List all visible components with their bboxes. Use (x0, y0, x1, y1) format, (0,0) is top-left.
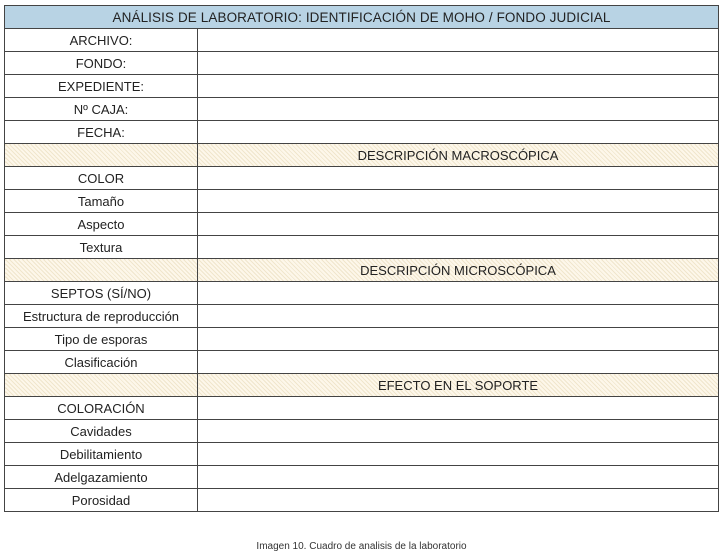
field-value-cavidades[interactable] (198, 420, 719, 443)
field-label-porosidad: Porosidad (5, 489, 198, 512)
field-value-color[interactable] (198, 167, 719, 190)
field-label-caja: Nº CAJA: (5, 98, 198, 121)
field-label-cavidades: Cavidades (5, 420, 198, 443)
field-label-textura: Textura (5, 236, 198, 259)
field-label-tamano: Tamaño (5, 190, 198, 213)
field-value-porosidad[interactable] (198, 489, 719, 512)
field-value-adelgazamiento[interactable] (198, 466, 719, 489)
field-row-coloracion (5, 397, 719, 420)
lab-analysis-table (4, 5, 719, 512)
field-row-esporas (5, 328, 719, 351)
field-label-archivo: ARCHIVO: (5, 29, 198, 52)
field-label-septos: SEPTOS (SÍ/NO) (5, 282, 198, 305)
field-row-fecha (5, 121, 719, 144)
field-label-estructura: Estructura de reproducción (5, 305, 198, 328)
section-pattern-cell (5, 144, 198, 167)
section-pattern-cell (5, 259, 198, 282)
field-label-expediente: EXPEDIENTE: (5, 75, 198, 98)
field-value-tamano[interactable] (198, 190, 719, 213)
field-row-clasificacion (5, 351, 719, 374)
field-label-adelgazamiento: Adelgazamiento (5, 466, 198, 489)
field-row-debilitamiento (5, 443, 719, 466)
field-row-adelgazamiento (5, 466, 719, 489)
field-row-aspecto (5, 213, 719, 236)
section-heading-macroscopic: DESCRIPCIÓN MACROSCÓPICA (198, 144, 719, 167)
section-heading-row-macroscopic (5, 144, 719, 167)
field-label-clasificacion: Clasificación (5, 351, 198, 374)
field-row-archivo (5, 29, 719, 52)
field-label-color: COLOR (5, 167, 198, 190)
field-value-textura[interactable] (198, 236, 719, 259)
figure-caption: Imagen 10. Cuadro de analisis de la laboratorio (256, 541, 467, 552)
field-value-caja[interactable] (198, 98, 719, 121)
field-row-fondo (5, 52, 719, 75)
field-label-debilitamiento: Debilitamiento (5, 443, 198, 466)
field-value-fondo[interactable] (198, 52, 719, 75)
section-heading-microscopic: DESCRIPCIÓN MICROSCÓPICA (198, 259, 719, 282)
table-title-row (5, 6, 719, 29)
field-value-estructura[interactable] (198, 305, 719, 328)
field-label-aspecto: Aspecto (5, 213, 198, 236)
field-value-aspecto[interactable] (198, 213, 719, 236)
field-label-fecha: FECHA: (5, 121, 198, 144)
field-value-coloracion[interactable] (198, 397, 719, 420)
field-row-caja (5, 98, 719, 121)
field-value-septos[interactable] (198, 282, 719, 305)
field-row-estructura (5, 305, 719, 328)
field-value-expediente[interactable] (198, 75, 719, 98)
field-label-esporas: Tipo de esporas (5, 328, 198, 351)
field-row-expediente (5, 75, 719, 98)
section-heading-row-microscopic (5, 259, 719, 282)
field-value-archivo[interactable] (198, 29, 719, 52)
field-value-esporas[interactable] (198, 328, 719, 351)
section-heading-row-support (5, 374, 719, 397)
field-row-cavidades (5, 420, 719, 443)
section-heading-support: EFECTO EN EL SOPORTE (198, 374, 719, 397)
field-row-textura (5, 236, 719, 259)
field-row-color (5, 167, 719, 190)
field-row-tamano (5, 190, 719, 213)
table-title: ANÁLISIS DE LABORATORIO: IDENTIFICACIÓN DE MOHO / FONDO JUDICIAL (5, 6, 719, 29)
field-row-septos (5, 282, 719, 305)
field-label-coloracion: COLORACIÓN (5, 397, 198, 420)
field-value-clasificacion[interactable] (198, 351, 719, 374)
field-row-porosidad (5, 489, 719, 512)
field-value-fecha[interactable] (198, 121, 719, 144)
field-label-fondo: FONDO: (5, 52, 198, 75)
field-value-debilitamiento[interactable] (198, 443, 719, 466)
section-pattern-cell (5, 374, 198, 397)
